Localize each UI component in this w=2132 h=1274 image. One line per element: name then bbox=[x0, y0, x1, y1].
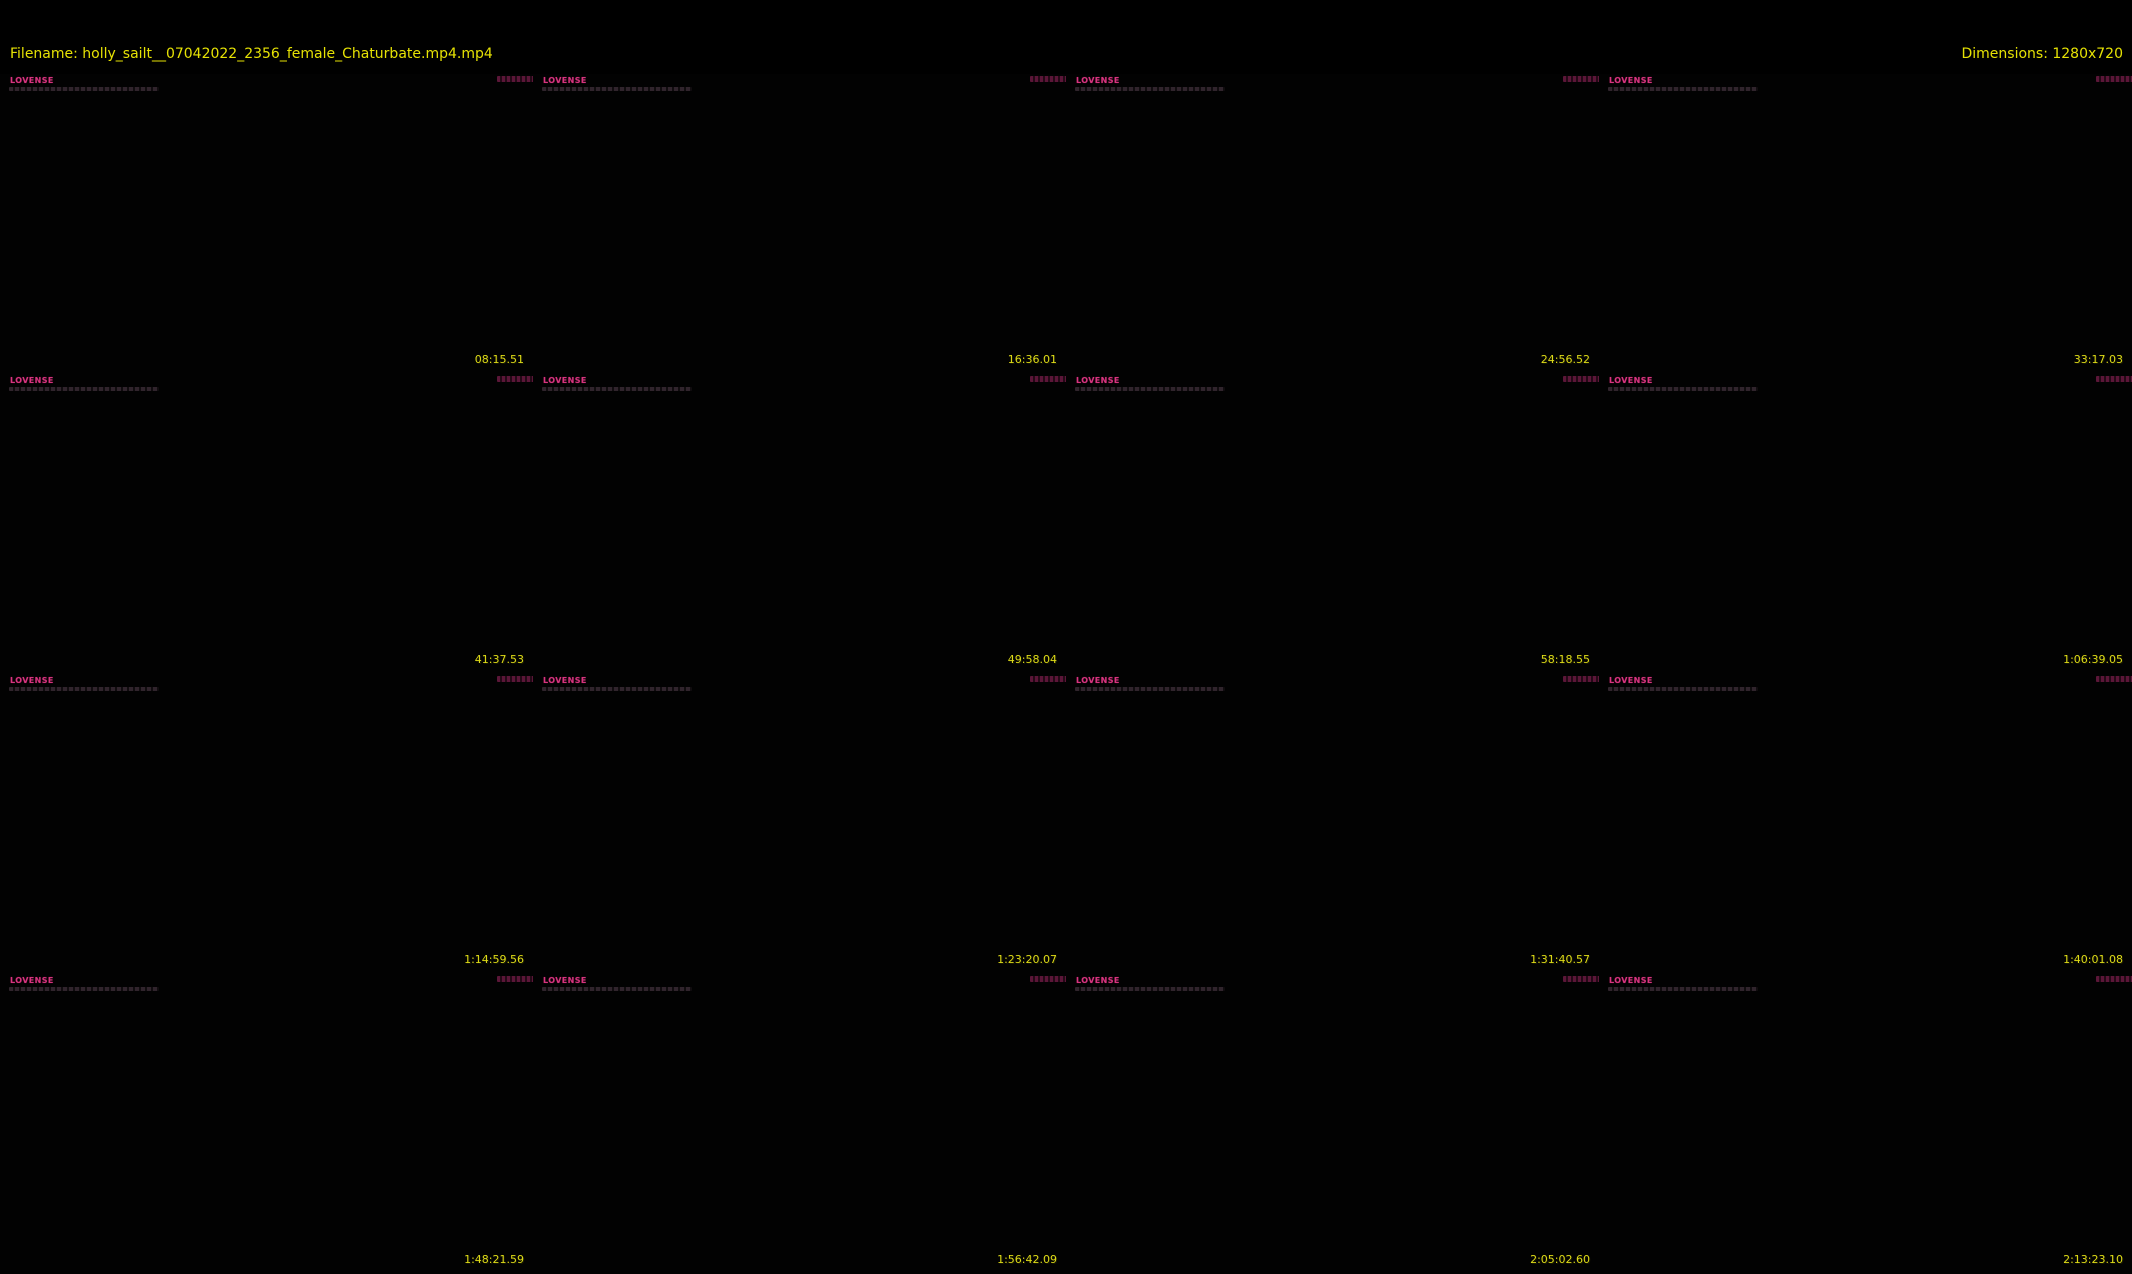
thumbnail-cell bbox=[1599, 674, 2132, 974]
watermark-subtext-smudge bbox=[1075, 87, 1225, 91]
lovense-watermark-text: LOVENSE bbox=[10, 976, 54, 985]
watermark-subtext-smudge bbox=[542, 87, 692, 91]
thumbnail-cell bbox=[1599, 374, 2132, 674]
watermark-subtext-smudge bbox=[542, 987, 692, 991]
watermark-subtext-smudge bbox=[542, 687, 692, 691]
watermark-right-edge-fragment bbox=[1030, 976, 1066, 982]
thumbnail-timestamp: 2:05:02.60 bbox=[1530, 1253, 1590, 1266]
watermark-right-edge-fragment bbox=[1030, 76, 1066, 82]
lovense-watermark-text: LOVENSE bbox=[10, 376, 54, 385]
thumbnail-timestamp: 58:18.55 bbox=[1540, 653, 1590, 666]
watermark-subtext-smudge bbox=[1075, 687, 1225, 691]
lovense-watermark-text: LOVENSE bbox=[1076, 976, 1120, 985]
watermark-subtext-smudge bbox=[1608, 87, 1758, 91]
thumbnail-cell bbox=[533, 74, 1066, 374]
thumbnail-cell bbox=[533, 674, 1066, 974]
lovense-watermark-text: LOVENSE bbox=[543, 76, 587, 85]
watermark-subtext-smudge bbox=[542, 387, 692, 391]
lovense-watermark-text: LOVENSE bbox=[543, 676, 587, 685]
watermark-subtext-smudge bbox=[1608, 687, 1758, 691]
watermark-subtext-smudge bbox=[9, 387, 159, 391]
lovense-watermark-text: LOVENSE bbox=[1076, 676, 1120, 685]
thumbnail-cell bbox=[0, 974, 533, 1274]
thumbnail-cell bbox=[1066, 974, 1599, 1274]
watermark-subtext-smudge bbox=[1608, 987, 1758, 991]
thumbnail-cell bbox=[1599, 74, 2132, 374]
watermark-right-edge-fragment bbox=[1563, 976, 1599, 982]
metadata-header bbox=[0, 0, 2132, 74]
lovense-watermark-text: LOVENSE bbox=[1076, 376, 1120, 385]
lovense-watermark-text: LOVENSE bbox=[10, 76, 54, 85]
watermark-right-edge-fragment bbox=[1563, 76, 1599, 82]
watermark-right-edge-fragment bbox=[2096, 676, 2132, 682]
thumbnail-cell bbox=[533, 374, 1066, 674]
thumbnail-timestamp: 24:56.52 bbox=[1540, 353, 1590, 366]
watermark-right-edge-fragment bbox=[497, 676, 533, 682]
thumbnail-cell bbox=[1066, 374, 1599, 674]
lovense-watermark-text: LOVENSE bbox=[1609, 976, 1653, 985]
watermark-right-edge-fragment bbox=[2096, 76, 2132, 82]
lovense-watermark-text: LOVENSE bbox=[1076, 76, 1120, 85]
watermark-right-edge-fragment bbox=[2096, 376, 2132, 382]
thumbnail-timestamp: 1:40:01.08 bbox=[2063, 953, 2123, 966]
thumbnail-timestamp: 33:17.03 bbox=[2073, 353, 2123, 366]
dimensions-text: Dimensions: 1280x720 bbox=[1961, 46, 2123, 62]
watermark-subtext-smudge bbox=[9, 687, 159, 691]
thumbnail-timestamp: 1:23:20.07 bbox=[997, 953, 1057, 966]
lovense-watermark-text: LOVENSE bbox=[1609, 376, 1653, 385]
thumbnail-cell bbox=[1066, 74, 1599, 374]
thumbnail-cell bbox=[0, 74, 533, 374]
watermark-right-edge-fragment bbox=[1030, 376, 1066, 382]
watermark-right-edge-fragment bbox=[497, 76, 533, 82]
lovense-watermark-text: LOVENSE bbox=[543, 976, 587, 985]
watermark-right-edge-fragment bbox=[1563, 676, 1599, 682]
thumbnail-timestamp: 1:06:39.05 bbox=[2063, 653, 2123, 666]
watermark-subtext-smudge bbox=[1608, 387, 1758, 391]
thumbnail-cell bbox=[0, 374, 533, 674]
lovense-watermark-text: LOVENSE bbox=[543, 376, 587, 385]
filename-text: Filename: holly_sailt__07042022_2356_female_Chaturbate.mp4.mp4 bbox=[10, 46, 493, 62]
thumbnail-grid bbox=[0, 74, 2132, 1274]
watermark-subtext-smudge bbox=[1075, 987, 1225, 991]
lovense-watermark-text: LOVENSE bbox=[1609, 76, 1653, 85]
thumbnail-timestamp: 1:56:42.09 bbox=[997, 1253, 1057, 1266]
thumbnail-timestamp: 49:58.04 bbox=[1007, 653, 1057, 666]
lovense-watermark-text: LOVENSE bbox=[10, 676, 54, 685]
thumbnail-timestamp: 41:37.53 bbox=[474, 653, 524, 666]
thumbnail-timestamp: 08:15.51 bbox=[474, 353, 524, 366]
thumbnail-timestamp: 1:31:40.57 bbox=[1530, 953, 1590, 966]
watermark-subtext-smudge bbox=[1075, 387, 1225, 391]
watermark-right-edge-fragment bbox=[2096, 976, 2132, 982]
thumbnail-cell bbox=[1599, 974, 2132, 1274]
thumbnail-cell bbox=[1066, 674, 1599, 974]
watermark-right-edge-fragment bbox=[1563, 376, 1599, 382]
watermark-subtext-smudge bbox=[9, 987, 159, 991]
thumbnail-timestamp: 1:48:21.59 bbox=[464, 1253, 524, 1266]
watermark-right-edge-fragment bbox=[1030, 676, 1066, 682]
thumbnail-cell bbox=[0, 674, 533, 974]
thumbnail-cell bbox=[533, 974, 1066, 1274]
thumbnail-timestamp: 2:13:23.10 bbox=[2063, 1253, 2123, 1266]
watermark-subtext-smudge bbox=[9, 87, 159, 91]
watermark-right-edge-fragment bbox=[497, 976, 533, 982]
watermark-right-edge-fragment bbox=[497, 376, 533, 382]
thumbnail-timestamp: 16:36.01 bbox=[1007, 353, 1057, 366]
lovense-watermark-text: LOVENSE bbox=[1609, 676, 1653, 685]
thumbnail-timestamp: 1:14:59.56 bbox=[464, 953, 524, 966]
